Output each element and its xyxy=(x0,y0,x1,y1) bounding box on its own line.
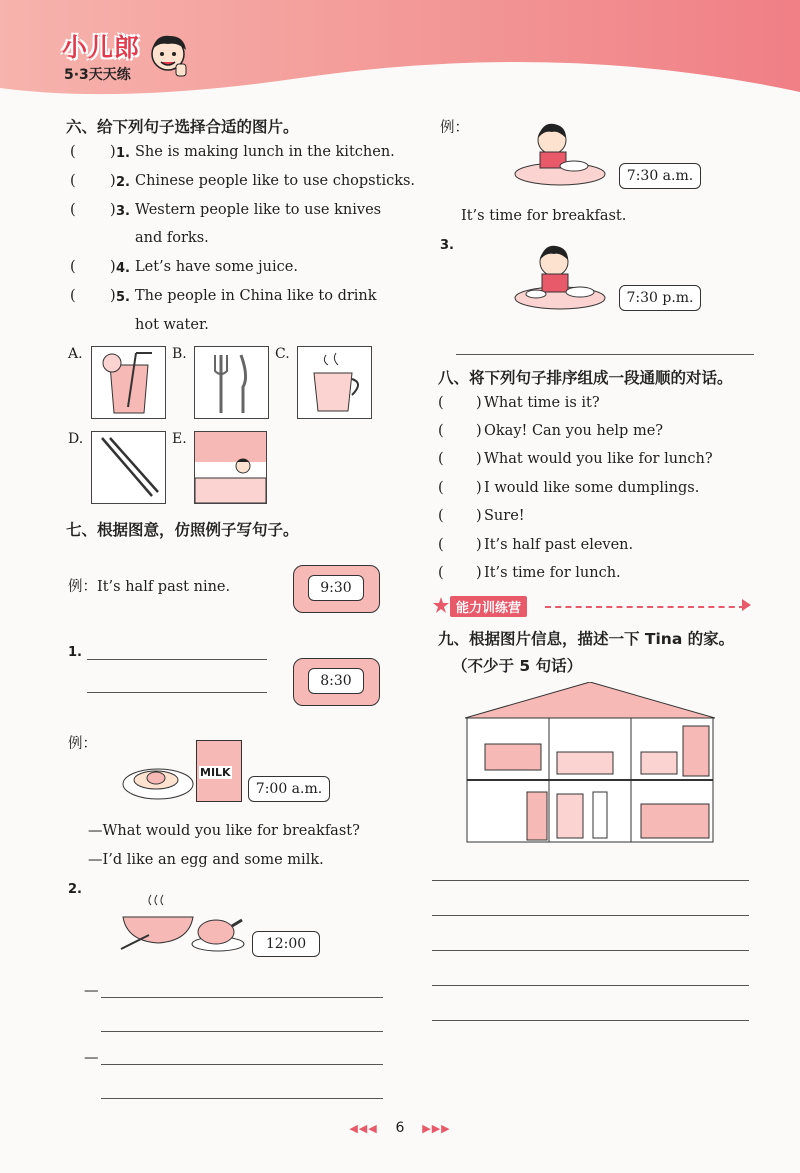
juice-glass-picture xyxy=(91,346,166,419)
chopsticks-icon xyxy=(92,432,165,503)
kitchen-icon xyxy=(195,432,266,503)
answer-line[interactable] xyxy=(456,354,754,355)
tina-house-illustration xyxy=(465,682,715,844)
hot-water-icon xyxy=(298,347,371,418)
section-8-title: 八、将下列句子排序组成一段通顺的对话。 xyxy=(438,369,733,387)
answer-line[interactable] xyxy=(432,985,749,986)
section-9-subtitle: （不少于 5 句话） xyxy=(452,657,583,675)
answer-paren-open[interactable]: ( xyxy=(70,173,76,189)
clock-display: 8:30 xyxy=(308,668,364,694)
dialog-sentence: It’s time for lunch. xyxy=(484,565,621,581)
item-text-cont: and forks. xyxy=(135,230,209,246)
item-text: Western people like to use knives xyxy=(135,202,382,218)
logo-title: 小儿郎 xyxy=(62,33,141,62)
logo-subtitle: 5·3天天练 xyxy=(64,67,131,83)
dialog-line-1: —What would you like for breakfast? xyxy=(88,823,360,839)
dialog-sentence: Sure! xyxy=(484,508,525,524)
item-number: 3. xyxy=(116,204,130,219)
right-example-label: 例： xyxy=(440,120,469,136)
answer-paren-open[interactable]: ( xyxy=(438,565,444,581)
milk-carton xyxy=(196,740,242,802)
item-text: She is making lunch in the kitchen. xyxy=(135,144,395,160)
dialog-sentence: Okay! Can you help me? xyxy=(484,423,664,439)
question-2-number: 2. xyxy=(68,882,82,897)
clock-display-breakfast: 7:00 a.m. xyxy=(248,776,330,802)
answer-line[interactable] xyxy=(432,1020,749,1021)
item-number: 1. xyxy=(116,146,130,161)
answer-paren-close: ) xyxy=(110,202,116,218)
item-number: 4. xyxy=(116,261,130,276)
answer-paren-open[interactable]: ( xyxy=(70,288,76,304)
noodle-bowl-icon xyxy=(119,893,197,953)
option-label-b: B. xyxy=(172,346,187,362)
item-text: The people in China like to drink xyxy=(135,288,377,304)
chopsticks-picture xyxy=(91,431,166,504)
clock-display-lunch: 12:00 xyxy=(252,931,320,957)
question-3-number: 3. xyxy=(440,238,454,253)
answer-line[interactable] xyxy=(101,1064,383,1065)
alarm-clock-2 xyxy=(293,658,380,706)
milk-label: MILK xyxy=(200,766,231,779)
answer-paren-open[interactable]: ( xyxy=(70,202,76,218)
boy-dinner-icon xyxy=(514,242,606,310)
example-1-sentence: 例：It’s half past nine. xyxy=(68,579,231,595)
juice-icon xyxy=(92,347,165,418)
left-arrows-icon: ◀◀◀ xyxy=(349,1122,378,1135)
kitchen-picture xyxy=(194,431,267,504)
answer-paren-close: ) xyxy=(476,508,482,524)
item-number: 5. xyxy=(116,290,130,305)
answer-line[interactable] xyxy=(432,950,749,951)
page-number: 6 xyxy=(395,1120,405,1136)
right-example-sentence: It’s time for breakfast. xyxy=(461,208,627,224)
dialog-sentence: I would like some dumplings. xyxy=(484,480,700,496)
dash-2: — xyxy=(84,1050,99,1066)
clock-display: 9:30 xyxy=(308,575,364,601)
hot-water-cup-picture xyxy=(297,346,372,419)
answer-paren-open[interactable]: ( xyxy=(70,144,76,160)
item-text: Let’s have some juice. xyxy=(135,259,298,275)
option-label-d: D. xyxy=(68,431,84,447)
section-7-title: 七、根据图意，仿照例子写句子。 xyxy=(66,521,299,539)
answer-paren-open[interactable]: ( xyxy=(70,259,76,275)
fried-egg-icon xyxy=(121,762,195,802)
boy-breakfast-icon xyxy=(514,120,606,186)
answer-paren-close: ) xyxy=(476,451,482,467)
dash-1: — xyxy=(84,983,99,999)
answer-paren-close: ) xyxy=(110,173,116,189)
banner-label: 能力训练营 xyxy=(450,596,527,617)
answer-paren-close: ) xyxy=(476,565,482,581)
answer-line[interactable] xyxy=(101,1031,383,1032)
item-text: Chinese people like to use chopsticks. xyxy=(135,173,416,189)
answer-line[interactable] xyxy=(87,692,267,693)
answer-paren-close: ) xyxy=(476,395,482,411)
answer-paren-open[interactable]: ( xyxy=(438,508,444,524)
answer-paren-close: ) xyxy=(476,537,482,553)
dialog-line-2: —I’d like an egg and some milk. xyxy=(88,852,324,868)
section-9-title: 九、根据图片信息，描述一下 Tina 的家。 xyxy=(438,630,735,648)
dialog-sentence: It’s half past eleven. xyxy=(484,537,634,553)
dialog-sentence: What would you like for lunch? xyxy=(484,451,713,467)
answer-paren-open[interactable]: ( xyxy=(438,423,444,439)
answer-paren-close: ) xyxy=(110,144,116,160)
answer-line[interactable] xyxy=(101,997,383,998)
knife-fork-picture xyxy=(194,346,269,419)
banner-arrow-icon xyxy=(742,599,751,611)
section-6-title: 六、给下列句子选择合适的图片。 xyxy=(66,118,299,136)
answer-paren-open[interactable]: ( xyxy=(438,537,444,553)
page-footer xyxy=(0,1120,800,1136)
answer-paren-close: ) xyxy=(476,423,482,439)
clock-display-q3: 7:30 p.m. xyxy=(619,285,701,311)
option-label-c: C. xyxy=(275,346,290,362)
question-1-number: 1. xyxy=(68,645,82,660)
item-number: 2. xyxy=(116,175,130,190)
dialog-sentence: What time is it? xyxy=(484,395,600,411)
item-text-cont: hot water. xyxy=(135,317,209,333)
answer-paren-close: ) xyxy=(476,480,482,496)
answer-line[interactable] xyxy=(432,915,749,916)
right-arrows-icon: ▶▶▶ xyxy=(422,1122,451,1135)
answer-paren-close: ) xyxy=(110,259,116,275)
boy-mascot-icon xyxy=(146,30,192,82)
answer-line[interactable] xyxy=(101,1098,383,1099)
answer-paren-open[interactable]: ( xyxy=(438,480,444,496)
answer-paren-close: ) xyxy=(110,288,116,304)
answer-paren-open[interactable]: ( xyxy=(438,395,444,411)
answer-line[interactable] xyxy=(432,880,749,881)
clock-display-example: 7:30 a.m. xyxy=(619,163,701,189)
roast-chicken-icon xyxy=(190,912,246,952)
option-label-e: E. xyxy=(172,431,187,447)
answer-paren-open[interactable]: ( xyxy=(438,451,444,467)
example-2-label: 例： xyxy=(68,736,97,752)
option-label-a: A. xyxy=(68,346,83,362)
knife-fork-icon xyxy=(195,347,268,418)
banner-dotted-line xyxy=(545,606,745,608)
banner-star-icon xyxy=(432,596,450,614)
alarm-clock-1 xyxy=(293,565,380,613)
answer-line[interactable] xyxy=(87,659,267,660)
